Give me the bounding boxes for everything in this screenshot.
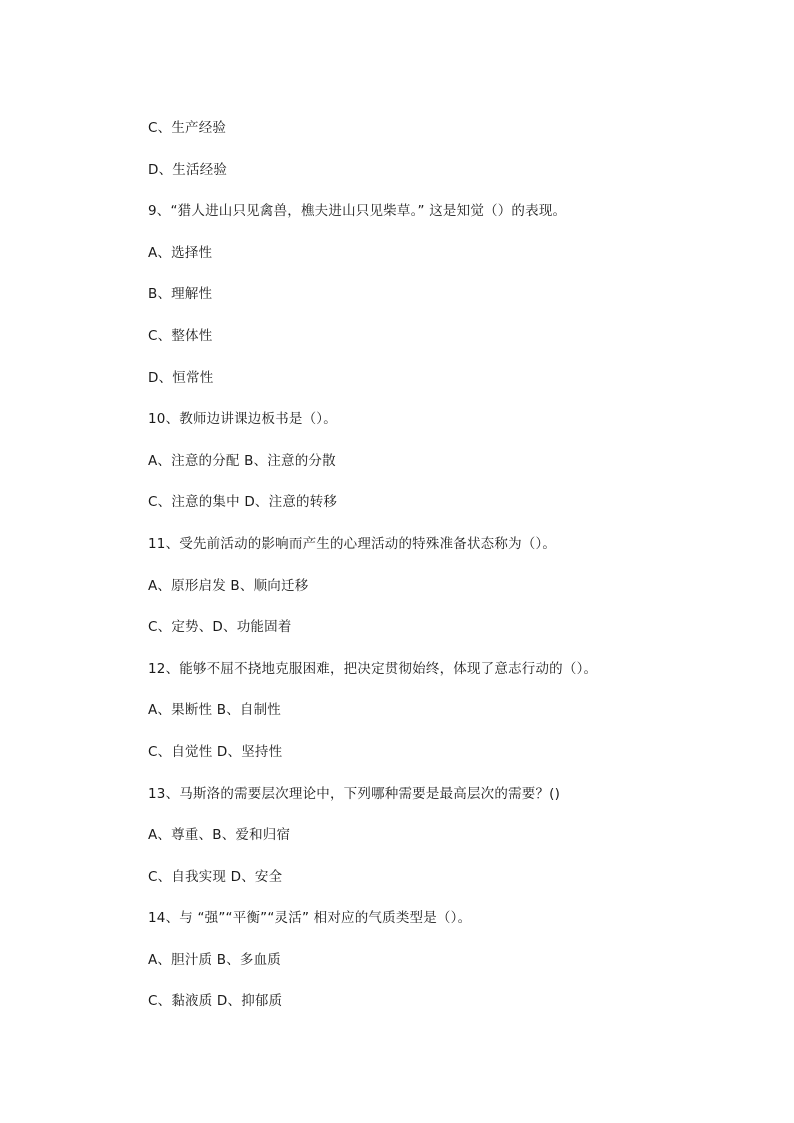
option-9b: B、理解性 — [148, 286, 213, 303]
options-13ab: A、尊重、B、爱和归宿 — [148, 827, 291, 844]
question-10: 10、教师边讲课边板书是（）。 — [148, 411, 337, 428]
option-8d: D、生活经验 — [148, 161, 228, 178]
options-10ab: A、注意的分配 B、注意的分散 — [148, 452, 336, 469]
options-12cd: C、自觉性 D、坚持性 — [148, 743, 283, 760]
options-11ab: A、原形启发 B、顺向迁移 — [148, 577, 309, 594]
question-list — [148, 116, 768, 1031]
question-12: 12、能够不屈不挠地克服困难，把决定贯彻始终，体现了意志行动的（）。 — [148, 660, 598, 677]
question-11: 11、受先前活动的影响而产生的心理活动的特殊准备状态称为（）。 — [148, 535, 557, 552]
options-14ab: A、胆汁质 B、多血质 — [148, 951, 281, 968]
question-9: 9、“猎人进山只见禽兽，樵夫进山只见柴草。” 这是知觉（）的表现。 — [148, 203, 567, 220]
question-14: 14、与 “强”“平衡”“灵活” 相对应的气质类型是（）。 — [148, 910, 472, 927]
options-14cd: C、黏液质 D、抑郁质 — [148, 993, 283, 1010]
option-9a: A、选择性 — [148, 244, 213, 261]
options-13cd: C、自我实现 D、安全 — [148, 868, 283, 885]
option-9c: C、整体性 — [148, 327, 213, 344]
options-12ab: A、果断性 B、自制性 — [148, 702, 281, 719]
options-10cd: C、注意的集中 D、注意的转移 — [148, 494, 338, 511]
options-11cd: C、定势、D、功能固着 — [148, 619, 292, 636]
question-13: 13、马斯洛的需要层次理论中，下列哪种需要是最高层次的需要？() — [148, 785, 561, 802]
option-9d: D、恒常性 — [148, 369, 214, 386]
option-8c: C、生产经验 — [148, 120, 227, 136]
